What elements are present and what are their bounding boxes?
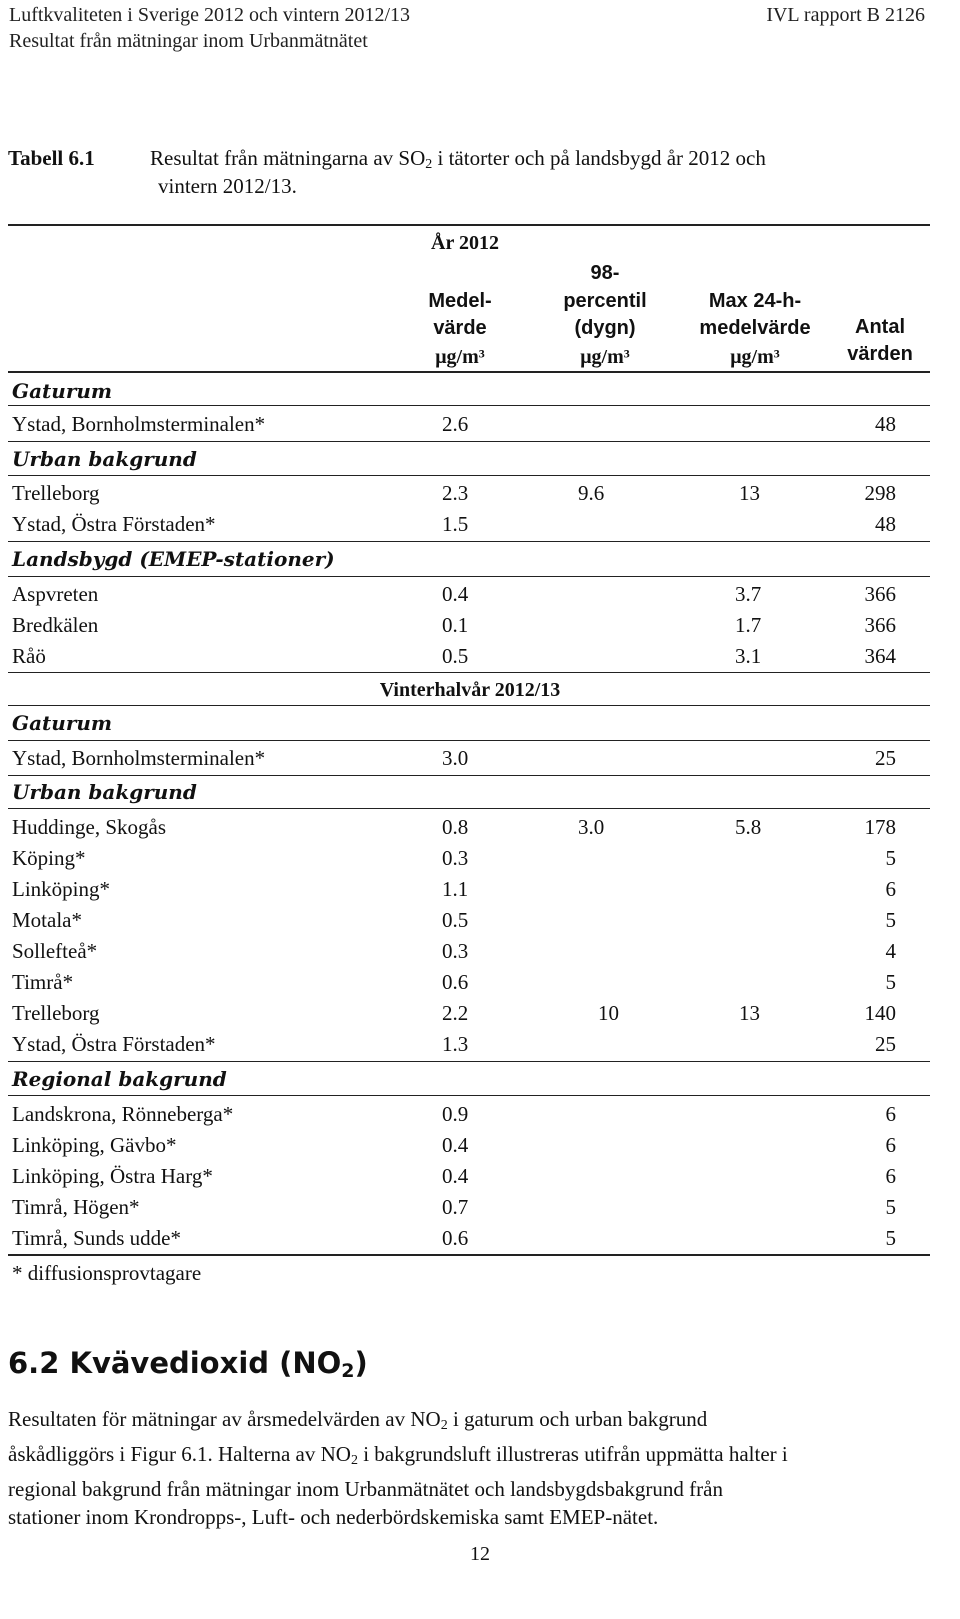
section-label: Landsbygd (EMEP-stationer) bbox=[12, 547, 335, 571]
row-count: 6 bbox=[885, 1164, 896, 1188]
row-mean: 0.4 bbox=[442, 1164, 469, 1188]
table-bottom-rule bbox=[8, 1254, 930, 1256]
row-name: Huddinge, Skogås bbox=[12, 815, 166, 839]
section-rule bbox=[8, 441, 930, 442]
col-max-2: medelvärde bbox=[699, 317, 811, 339]
report-subtitle: Resultat från mätningar inom Urbanmätnätet bbox=[9, 30, 368, 52]
row-mean: 0.6 bbox=[442, 970, 469, 994]
row-name: Motala* bbox=[12, 908, 82, 932]
row-count: 364 bbox=[864, 644, 896, 668]
section-rule bbox=[8, 576, 930, 577]
row-mean: 0.1 bbox=[442, 613, 469, 637]
row-name: Sollefteå* bbox=[12, 939, 98, 963]
row-mean: 3.0 bbox=[442, 746, 469, 770]
row-count: 5 bbox=[885, 1195, 896, 1219]
section-rule bbox=[8, 808, 930, 809]
col-mean-2: värde bbox=[433, 317, 487, 339]
row-count: 25 bbox=[875, 746, 896, 770]
row-count: 48 bbox=[875, 412, 896, 436]
row-mean: 2.6 bbox=[442, 412, 469, 436]
section-rule bbox=[8, 1095, 930, 1096]
row-mean: 1.3 bbox=[442, 1032, 469, 1056]
caption-sub: 2 bbox=[425, 157, 433, 172]
col-pct-2: percentil bbox=[563, 290, 647, 312]
caption-text-a: Resultat från mätningarna av SO bbox=[150, 146, 426, 170]
row-mean: 0.4 bbox=[442, 582, 469, 606]
col-pct-3: (dygn) bbox=[574, 317, 636, 339]
col-max-1: Max 24-h- bbox=[708, 290, 802, 312]
winter-label: Vinterhalvår 2012/13 bbox=[379, 679, 561, 701]
row-count: 298 bbox=[864, 481, 896, 505]
row-count: 6 bbox=[885, 1102, 896, 1126]
section-label: Urban bakgrund bbox=[12, 780, 197, 804]
section-label: Regional bakgrund bbox=[12, 1067, 227, 1091]
table-top-rule bbox=[8, 224, 930, 226]
section-label: Urban bakgrund bbox=[12, 447, 197, 471]
para-l1b: i gaturum och urban bakgrund bbox=[447, 1407, 708, 1431]
row-name: Bredkälen bbox=[12, 613, 99, 637]
row-max: 1.7 bbox=[735, 613, 762, 637]
section-rule bbox=[8, 1061, 930, 1062]
row-name: Trelleborg bbox=[12, 481, 100, 505]
row-max: 5.8 bbox=[735, 815, 762, 839]
row-max: 13 bbox=[739, 481, 760, 505]
row-count: 5 bbox=[885, 970, 896, 994]
col-mean-unit: μg/m³ bbox=[435, 346, 485, 368]
row-mean: 0.5 bbox=[442, 644, 469, 668]
row-count: 5 bbox=[885, 1226, 896, 1250]
para-line-3: regional bakgrund från mätningar inom Urbanmätnätet och landsbygdsbakgrund från bbox=[8, 1477, 723, 1501]
row-mean: 1.5 bbox=[442, 512, 469, 536]
row-count: 178 bbox=[864, 815, 896, 839]
row-mean: 0.6 bbox=[442, 1226, 469, 1250]
row-name: Timrå, Högen* bbox=[12, 1195, 140, 1219]
row-count: 25 bbox=[875, 1032, 896, 1056]
row-max: 13 bbox=[739, 1001, 760, 1025]
row-count: 6 bbox=[885, 1133, 896, 1157]
section-rule bbox=[8, 405, 930, 406]
para-line-1 bbox=[8, 1405, 928, 1440]
row-mean: 0.4 bbox=[442, 1133, 469, 1157]
row-name: Trelleborg bbox=[12, 1001, 100, 1025]
table-number: Tabell 6.1 bbox=[8, 146, 95, 170]
section-rule bbox=[8, 775, 930, 776]
section-rule bbox=[8, 740, 930, 741]
col-max-unit: μg/m³ bbox=[730, 346, 780, 368]
row-count: 6 bbox=[885, 877, 896, 901]
row-name: Aspvreten bbox=[12, 582, 99, 606]
page-number: 12 bbox=[470, 1543, 490, 1565]
col-pct-1: 98- bbox=[590, 262, 620, 284]
row-name: Linköping, Gävbo* bbox=[12, 1133, 177, 1157]
row-mean: 2.3 bbox=[442, 481, 469, 505]
row-count: 5 bbox=[885, 846, 896, 870]
row-name: Råö bbox=[12, 644, 46, 668]
row-name: Linköping, Östra Harg* bbox=[12, 1164, 213, 1188]
row-mean: 0.7 bbox=[442, 1195, 469, 1219]
section-label: Gaturum bbox=[12, 711, 113, 735]
row-pct: 3.0 bbox=[578, 815, 605, 839]
para-l1a: Resultaten för mätningar av årsmedelvärden av NO bbox=[8, 1407, 441, 1431]
report-title: Luftkvaliteten i Sverige 2012 och vintern 2012/13 bbox=[9, 4, 411, 26]
row-count: 366 bbox=[864, 613, 896, 637]
section-rule bbox=[8, 541, 930, 542]
row-name: Ystad, Bornholmsterminalen* bbox=[12, 412, 266, 436]
para-l2-sub: 2 bbox=[350, 1453, 358, 1468]
para-l2a: åskådliggörs i Figur 6.1. Halterna av NO bbox=[8, 1442, 351, 1466]
col-count-1: Antal bbox=[855, 316, 905, 338]
para-line-4: stationer inom Krondropps-, Luft- och nederbördskemiska samt EMEP-nätet. bbox=[8, 1505, 659, 1529]
row-count: 48 bbox=[875, 512, 896, 536]
section-rule bbox=[8, 475, 930, 476]
row-name: Linköping* bbox=[12, 877, 110, 901]
para-l1-sub: 2 bbox=[440, 1418, 448, 1433]
row-name: Köping* bbox=[12, 846, 86, 870]
para-line-2 bbox=[8, 1440, 928, 1475]
heading-sub: 2 bbox=[341, 1360, 355, 1382]
row-max: 3.7 bbox=[735, 582, 762, 606]
caption-text-b: i tätorter och på landsbygd år 2012 och bbox=[432, 146, 766, 170]
row-mean: 2.2 bbox=[442, 1001, 469, 1025]
section-heading bbox=[8, 1345, 368, 1389]
table-footnote: * diffusionsprovtagare bbox=[12, 1261, 202, 1285]
heading-text-a: 6.2 Kvävedioxid (NO bbox=[8, 1346, 342, 1380]
row-count: 4 bbox=[885, 939, 896, 963]
row-name: Ystad, Östra Förstaden* bbox=[12, 1032, 216, 1056]
section-rule bbox=[8, 672, 930, 673]
row-name: Ystad, Östra Förstaden* bbox=[12, 512, 216, 536]
body-paragraph bbox=[8, 1405, 928, 1531]
row-count: 366 bbox=[864, 582, 896, 606]
col-pct-unit: μg/m³ bbox=[580, 346, 630, 368]
row-name: Timrå* bbox=[12, 970, 74, 994]
row-name: Ystad, Bornholmsterminalen* bbox=[12, 746, 266, 770]
caption-continuation: vintern 2012/13. bbox=[158, 174, 297, 198]
row-mean: 0.3 bbox=[442, 939, 469, 963]
row-mean: 1.1 bbox=[442, 877, 469, 901]
row-pct: 9.6 bbox=[578, 481, 605, 505]
header-rule bbox=[8, 371, 930, 373]
report-id: IVL rapport B 2126 bbox=[766, 4, 925, 26]
year-label: År 2012 bbox=[431, 232, 499, 254]
row-mean: 0.3 bbox=[442, 846, 469, 870]
section-rule bbox=[8, 705, 930, 706]
section-label: Gaturum bbox=[12, 379, 113, 403]
para-l2b: i bakgrundsluft illustreras utifrån uppmätta halter i bbox=[357, 1442, 788, 1466]
heading-text-b: ) bbox=[354, 1346, 368, 1380]
col-count-2: värden bbox=[847, 343, 913, 365]
row-count: 140 bbox=[864, 1001, 896, 1025]
row-mean: 0.8 bbox=[442, 815, 469, 839]
row-name: Timrå, Sunds udde* bbox=[12, 1226, 181, 1250]
col-mean-1: Medel- bbox=[428, 290, 492, 312]
row-pct: 10 bbox=[598, 1001, 619, 1025]
row-max: 3.1 bbox=[735, 644, 762, 668]
row-name: Landskrona, Rönneberga* bbox=[12, 1102, 234, 1126]
row-mean: 0.5 bbox=[442, 908, 469, 932]
row-mean: 0.9 bbox=[442, 1102, 469, 1126]
row-count: 5 bbox=[885, 908, 896, 932]
